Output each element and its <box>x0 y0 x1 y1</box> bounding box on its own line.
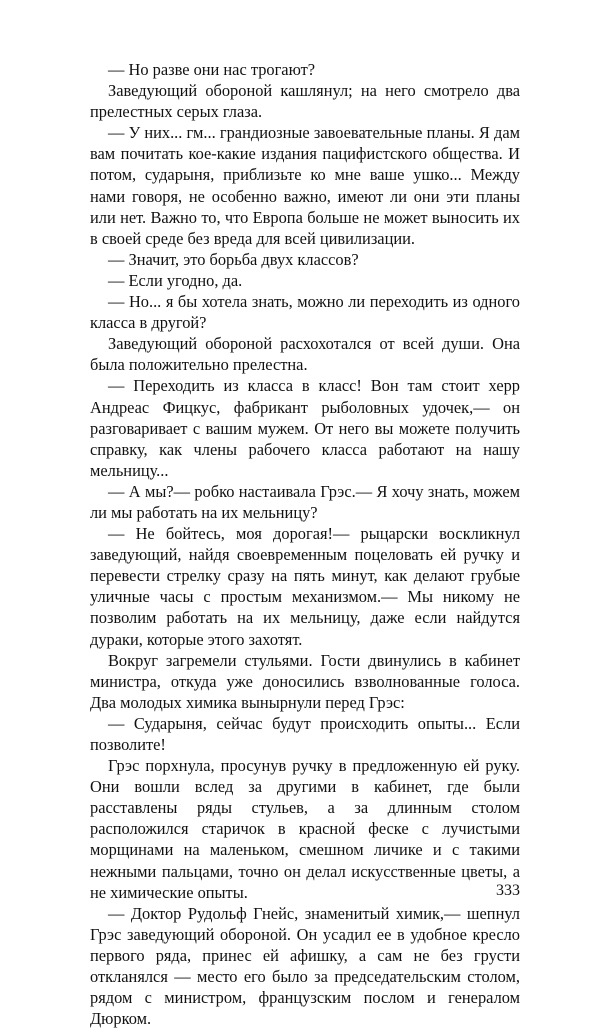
paragraph: — У них... гм... грандиозные завоевательные планы. Я дам вам почитать кое-какие издания пацифистского общества. И потом, сударыня, приблизьте ко мне ваше ушко... Между нами говоря, не особенно важно, имеют ли они эти планы или нет. Важно то, что Европа больше не может выносить их в своей среде без вреда для всей цивилизации. <box>90 123 520 248</box>
paragraph: Заведующий обороной расхохотался от всей души. Она была положительно прелестна. <box>90 334 520 375</box>
paragraph: — Сударыня, сейчас будут происходить опыты... Если позволите! <box>90 713 520 754</box>
paragraph: — Доктор Рудольф Гнейс, знаменитый химик,— шепнул Грэс заведующий обороной. Он усадил ее в удобное кресло первого ряда, принес ей афишку, а сам не без грусти откланялся — место его было за председательским столом, рядом с министром, французским послом и генералом Дюрком. <box>90 903 520 1029</box>
paragraph: Грэс порхнула, просунув ручку в предложенную ей руку. Они вошли вслед за другими в кабинет, где были расставлены ряды стульев, а за длинным столом расположился старичок в красной феске с лучистыми морщинами на маленьком, смешном личике и с такими нежными пальцами, точно он делал искусственные цветы, а не химические опыты. <box>90 756 520 902</box>
paragraph: — Значит, это борьба двух классов? <box>108 249 359 269</box>
body-text <box>90 59 520 1029</box>
paragraph: — Если угодно, да. <box>108 270 243 290</box>
paragraph: Заведующий обороной кашлянул; на него смотрело два прелестных серых глаза. <box>90 81 520 122</box>
page-number: 333 <box>496 882 520 899</box>
paragraph: — Не бойтесь, моя дорогая!— рыцарски воскликнул заведующий, найдя своевременным поцеловать ей ручку и перевести стрелку сразу на пять минут, как делают грубые уличные часы с простым механизмом.— Мы никому не позволим работать на их мельницу, даже если найдутся дураки, которые этого захотят. <box>90 524 520 649</box>
paragraph: — Но разве они нас трогают? <box>108 60 316 79</box>
paragraph: — Но... я бы хотела знать, можно ли переходить из одного класса в другой? <box>90 292 520 333</box>
paragraph: — А мы?— робко настаивала Грэс.— Я хочу знать, можем ли мы работать на их мельницу? <box>90 481 520 522</box>
paragraph: — Переходить из класса в класс! Вон там стоит херр Андреас Фицкус, фабрикант рыболовных удочек,— он разговаривает с вашим мужем. От него вы можете получить справку, как члены рабочего класса работают на нашу мельницу... <box>90 376 520 480</box>
paragraph: Вокруг загремели стульями. Гости двинулись в кабинет министра, откуда уже доносились взволнованные голоса. Два молодых химика вынырнули перед Грэс: <box>90 650 520 712</box>
